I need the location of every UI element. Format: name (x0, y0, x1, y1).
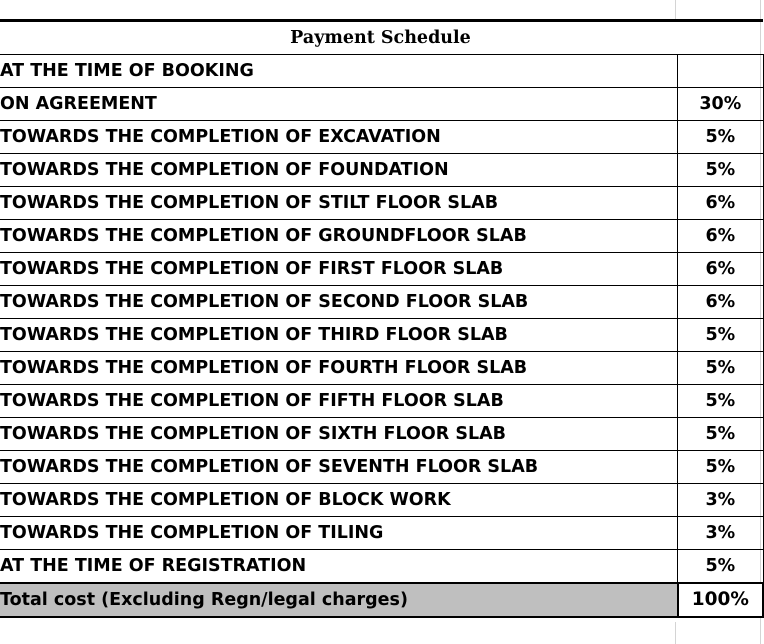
percent-cell[interactable]: 5% (678, 352, 763, 385)
table-row (0, 121, 763, 154)
table-row (0, 154, 763, 187)
table-row (0, 286, 763, 319)
table-row (0, 187, 763, 220)
stage-label: TOWARDS THE COMPLETION OF FOUNDATION (0, 160, 449, 180)
stage-label: TOWARDS THE COMPLETION OF TILING (0, 523, 384, 543)
stage-cell[interactable] (0, 253, 678, 286)
stage-cell[interactable] (0, 55, 678, 88)
table-row (0, 55, 763, 88)
stage-cell[interactable] (0, 220, 678, 253)
table-row (0, 220, 763, 253)
stage-label: TOWARDS THE COMPLETION OF GROUNDFLOOR SLAB (0, 226, 527, 246)
stage-cell[interactable] (0, 88, 678, 121)
table-row (0, 484, 763, 517)
stage-cell[interactable] (0, 352, 678, 385)
percent-cell[interactable]: 5% (678, 418, 763, 451)
table-title-row (0, 21, 763, 55)
percent-cell[interactable]: 5% (678, 319, 763, 352)
percent-cell[interactable]: 5% (678, 121, 763, 154)
payment-schedule-table (0, 19, 764, 618)
stage-label: AT THE TIME OF REGISTRATION (0, 556, 307, 576)
percent-cell[interactable]: 6% (678, 220, 763, 253)
stage-cell[interactable] (0, 154, 678, 187)
percent-cell[interactable]: 5% (678, 154, 763, 187)
stage-label: TOWARDS THE COMPLETION OF FIRST FLOOR SLAB (0, 259, 504, 279)
stage-cell[interactable] (0, 550, 678, 584)
table-row (0, 517, 763, 550)
stage-label: TOWARDS THE COMPLETION OF EXCAVATION (0, 127, 441, 147)
percent-cell[interactable]: 5% (678, 385, 763, 418)
stage-cell[interactable] (0, 121, 678, 154)
stage-label: TOWARDS THE COMPLETION OF STILT FLOOR SLAB (0, 193, 499, 213)
total-row (0, 583, 763, 617)
total-label-cell[interactable] (0, 583, 678, 617)
percent-cell[interactable]: 30% (678, 88, 763, 121)
total-label: Total cost (Excluding Regn/legal charges) (0, 590, 408, 610)
stage-cell[interactable] (0, 484, 678, 517)
stage-cell[interactable] (0, 517, 678, 550)
total-percent-cell[interactable]: 100% (678, 583, 763, 617)
table-row (0, 550, 763, 584)
percent-cell[interactable]: 6% (678, 187, 763, 220)
table-row (0, 352, 763, 385)
stage-cell[interactable] (0, 319, 678, 352)
stage-label: TOWARDS THE COMPLETION OF FOURTH FLOOR SLAB (0, 358, 528, 378)
percent-cell[interactable]: 6% (678, 286, 763, 319)
table-title[interactable]: Payment Schedule (0, 21, 763, 55)
stage-label: TOWARDS THE COMPLETION OF SECOND FLOOR SLAB (0, 292, 529, 312)
table-row (0, 451, 763, 484)
stage-cell[interactable] (0, 385, 678, 418)
table-row (0, 385, 763, 418)
stage-cell[interactable] (0, 286, 678, 319)
percent-cell[interactable]: 5% (678, 451, 763, 484)
stage-cell[interactable] (0, 187, 678, 220)
stage-label: AT THE TIME OF BOOKING (0, 61, 254, 81)
gridline (675, 622, 676, 644)
percent-cell[interactable]: 6% (678, 253, 763, 286)
table-row (0, 418, 763, 451)
stage-label: TOWARDS THE COMPLETION OF BLOCK WORK (0, 490, 451, 510)
stage-label: TOWARDS THE COMPLETION OF FIFTH FLOOR SLAB (0, 391, 504, 411)
percent-cell[interactable]: 5% (678, 550, 763, 584)
percent-cell[interactable]: 3% (678, 517, 763, 550)
table-row (0, 88, 763, 121)
percent-cell[interactable] (678, 55, 763, 88)
stage-label: TOWARDS THE COMPLETION OF SIXTH FLOOR SLAB (0, 424, 506, 444)
table-row (0, 253, 763, 286)
percent-cell[interactable]: 3% (678, 484, 763, 517)
stage-label: ON AGREEMENT (0, 94, 157, 114)
table-row (0, 319, 763, 352)
stage-label: TOWARDS THE COMPLETION OF SEVENTH FLOOR SLAB (0, 457, 539, 477)
gridline (675, 0, 676, 20)
stage-cell[interactable] (0, 418, 678, 451)
stage-cell[interactable] (0, 451, 678, 484)
stage-label: TOWARDS THE COMPLETION OF THIRD FLOOR SLAB (0, 325, 508, 345)
